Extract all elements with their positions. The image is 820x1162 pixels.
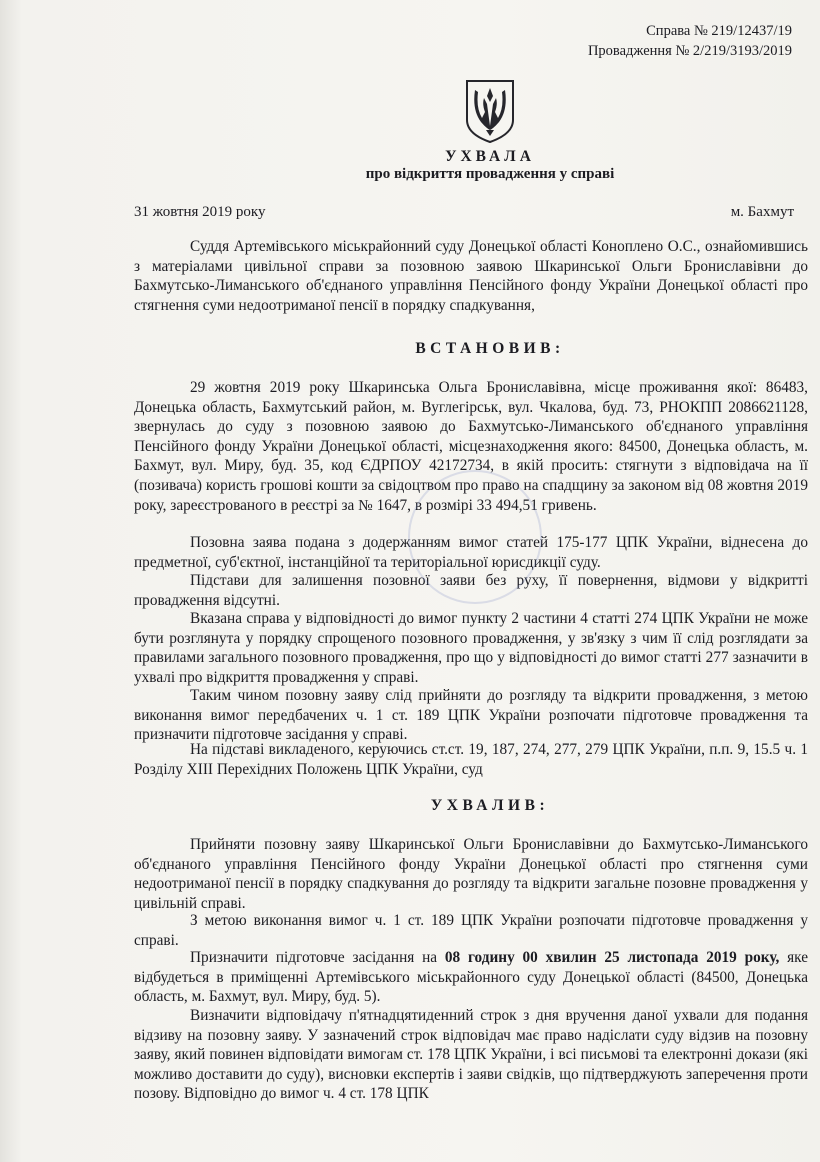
trident-coat-of-arms-icon <box>464 78 516 144</box>
case-header <box>588 21 792 61</box>
date-line <box>134 204 794 221</box>
hearing-prefix: Призначити підготовче засідання на <box>190 949 445 966</box>
established-paragraph-1: 29 жовтня 2019 року Шкаринська Ольга Брониславівна, місце проживання якої: 86483, Донецька область, Бахмутський район, м. Вуглегірськ, вул. Чкалова, буд. 73, РНОКПП 2086621128, звернулась до суду з позовною заявою до Бахмутсько-Лиманського об'єднаного управління Пенсійного фонду України Донецької області, місцезнаходження якого: 84500, Донецька область, м. Бахмут, вул. Миру, буд. 35, код ЄДРПОУ 42172734, в якій просить: стягнути з відповідача на її (позивача) користь грошові кошти за свідоцтвом про право на спадщину за законом від 08 жовтня 2019 року, зареєстрованого в реєстрі за № 1647, в розмірі 33 494,51 гривень. <box>134 379 808 514</box>
established-paragraph-2: Позовна заява подана з додержанням вимог статей 175-177 ЦПК України, віднесена до предметної, суб'єктної, інстанційної та територіальної юрисдикції суду. <box>134 534 808 571</box>
proceeding-number: Провадження № 2/219/3193/2019 <box>587 43 792 59</box>
document-subtitle: про відкриття провадження у справі <box>365 166 615 182</box>
hearing-suffix: яке відбудеться в приміщенні Артемівського міськрайонного суду Донецької області (84500, Донецька область, м. Бахмут, вул. Миру, буд. 5). <box>134 949 808 1006</box>
heading-established: ВСТАНОВИВ: <box>415 340 565 357</box>
established-paragraph-5: Таким чином позовну заяву слід прийняти до розгляду та відкрити провадження, з метою виконання вимог передбачених ч. 1 ст. 189 ЦПК України розпочати підготовче провадження та призначити підготовче засідання у справі. <box>134 687 808 744</box>
established-paragraph-6: На підставі викладеного, керуючись ст.ст. 19, 187, 274, 277, 279 ЦПК України, п.п. 9, 15.5 ч. 1 Розділу XIII Перехідних Положень ЦПК України, суд <box>134 741 808 778</box>
case-number: Справа № 219/12437/19 <box>646 23 792 39</box>
document-title: УХВАЛА <box>445 148 535 165</box>
intro-paragraph: Суддя Артемівського міськрайонний суду Донецької області Коноплено О.С., ознайомившись з матеріалами цивільної справи за позовною заявою Шкаринської Ольги Брониславівни до Бахмутсько-Лиманського об'єднаного управління Пенсійного фонду України Донецької області про стягнення суми недоотриманої пенсії в порядку спадкування, <box>134 238 808 314</box>
heading-ruled: УХВАЛИВ: <box>430 797 550 814</box>
court-stamp <box>408 470 542 604</box>
hearing-datetime: 08 годину 00 хвилин 25 листопада 2019 року, <box>444 949 780 966</box>
established-paragraph-4: Вказана справа у відповідності до вимог пункту 2 частини 4 статті 274 ЦПК України не може бути розглянута у порядку спрощеного позовного провадження, у зв'язку з чим її слід розглядати за правилами загального позовного провадження, про що у відповідності до вимог статті 277 зазначити в ухвалі про відкриття провадження у справі. <box>134 610 808 686</box>
hearing-paragraph <box>134 948 808 1007</box>
document-date: 31 жовтня 2019 року <box>134 204 266 220</box>
defense-paragraph: Визначити відповідачу п'ятнадцятиденний строк з дня вручення даної ухвали для подання відзиву на позовну заяву. У зазначений строк відповідач має право надіслати суду відзив на позовну заяву, який повинен відповідати вимогам ст. 178 ЦПК України, і всі письмові та електронні докази (які можливо доставити до суду), висновки експертів і заяви свідків, що підтверджують заперечення проти позову. Відповідно до вимог ч. 4 ст. 178 ЦПК <box>134 1007 808 1103</box>
established-paragraph-3: Підстави для залишення позовної заяви без руху, її повернення, відмови у відкритті провадження відсутні. <box>134 572 808 609</box>
document-city: м. Бахмут <box>730 204 794 220</box>
ruled-paragraph-2: З метою виконання вимог ч. 1 ст. 189 ЦПК України розпочати підготовче провадження у справі. <box>134 912 808 949</box>
ruled-paragraph-1: Прийняти позовну заяву Шкаринської Ольги Брониславівни до Бахмутсько-Лиманського об'єднаного управління Пенсійного фонду України Донецької області про стягнення суми недоотриманої пенсії в порядку спадкування до розгляду та відкрити загальне позовне провадження у цивільній справі. <box>134 836 808 912</box>
